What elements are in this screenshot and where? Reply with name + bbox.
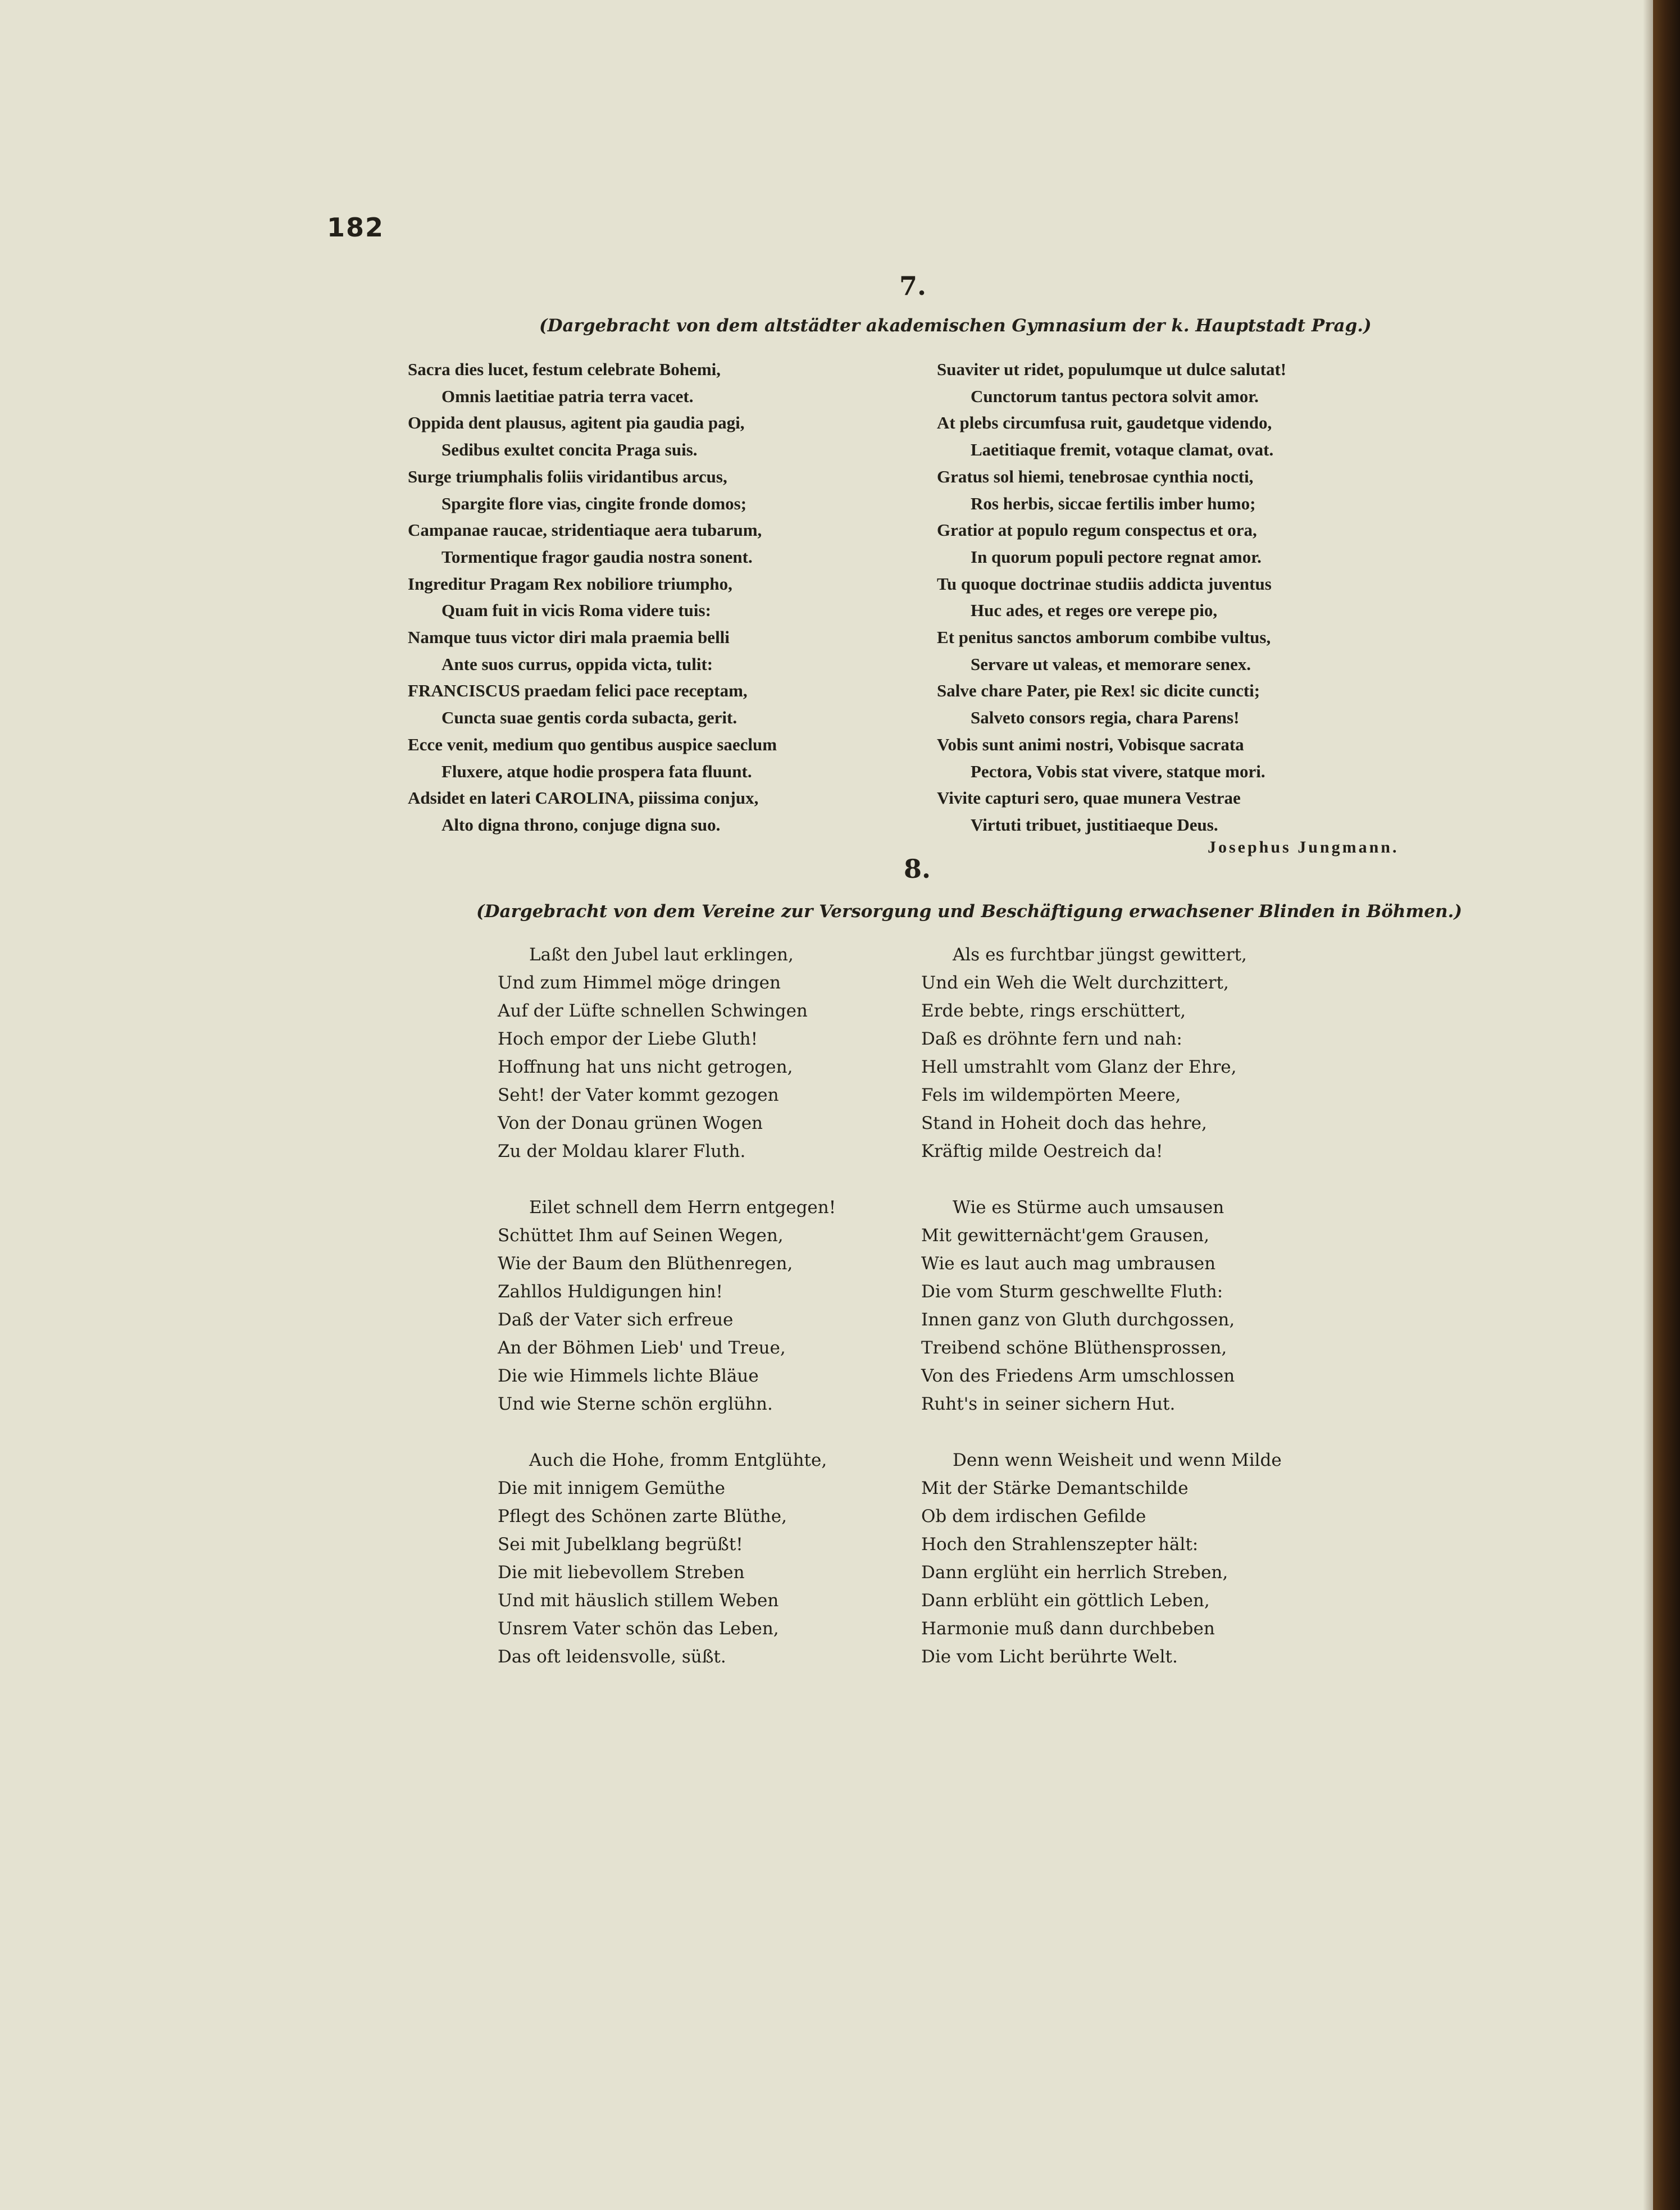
verse-line: Denn wenn Weisheit und wenn Milde xyxy=(953,1450,1282,1470)
verse-line: Harmonie muß dann durchbeben xyxy=(921,1619,1215,1639)
verse-line: Eilet schnell dem Herrn entgegen! xyxy=(529,1197,836,1218)
verse-line: Oppida dent plausus, agitent pia gaudia pagi, xyxy=(408,413,745,433)
verse-line: Gratior at populo regum conspectus et ora, xyxy=(937,520,1257,540)
verse-line: Und wie Sterne schön erglühn. xyxy=(498,1394,773,1414)
verse-line: Mit der Stärke Demantschilde xyxy=(921,1478,1189,1498)
verse-line: Unsrem Vater schön das Leben, xyxy=(498,1619,779,1639)
verse-line: Fluxere, atque hodie prospera fata fluunt. xyxy=(441,761,752,781)
verse-line: Quam fuit in vicis Roma videre tuis: xyxy=(441,600,711,621)
stanza xyxy=(921,1193,1282,1418)
verse-line: Cunctorum tantus pectora solvit amor. xyxy=(971,386,1259,406)
verse-line: Sacra dies lucet, festum celebrate Bohemi, xyxy=(408,359,721,379)
verse-line: Salve chare Pater, pie Rex! sic dicite cuncti; xyxy=(937,681,1260,701)
stanza xyxy=(921,1446,1282,1671)
verse-line: Kräftig milde Oestreich da! xyxy=(921,1141,1163,1161)
verse-line: Alto digna throno, conjuge digna suo. xyxy=(441,814,721,835)
verse-line: Pectora, Vobis stat vivere, statque mori. xyxy=(971,761,1265,781)
verse-line: Schüttet Ihm auf Seinen Wegen, xyxy=(498,1225,784,1246)
verse-line: Stand in Hoheit doch das hehre, xyxy=(921,1113,1207,1133)
verse-line: Ante suos currus, oppida victa, tulit: xyxy=(441,654,713,674)
verse-line: Und mit häuslich stillem Weben xyxy=(498,1591,779,1611)
verse-line: Surge triumphalis foliis viridantibus arcus, xyxy=(408,466,727,486)
verse-line: Ob dem irdischen Gefilde xyxy=(921,1506,1146,1527)
section-8-left-column xyxy=(498,941,836,1699)
verse-line: Ros herbis, siccae fertilis imber humo; xyxy=(971,493,1256,513)
verse-line: Adsidet en lateri CAROLINA, piissima conjux, xyxy=(408,788,759,808)
verse-line: Suaviter ut ridet, populumque ut dulce salutat! xyxy=(937,359,1287,379)
verse-line: Daß es dröhnte fern und nah: xyxy=(921,1029,1182,1049)
verse-line: Et penitus sanctos amborum combibe vultus, xyxy=(937,627,1271,648)
verse-line: Wie der Baum den Blüthenregen, xyxy=(498,1254,793,1274)
verse-line: Zahllos Huldigungen hin! xyxy=(498,1282,723,1302)
verse-line: Sedibus exultet concita Praga suis. xyxy=(441,440,698,460)
verse-line: Von der Donau grünen Wogen xyxy=(498,1113,763,1133)
section-7-subtitle: (Dargebracht von dem altstädter akademischen Gymnasium der k. Hauptstadt Prag.) xyxy=(539,316,1372,336)
section-8-subtitle: (Dargebracht von dem Vereine zur Versorgung und Beschäftigung erwachsener Blinden in Böhmen.) xyxy=(476,901,1462,922)
verse-line: Die mit innigem Gemüthe xyxy=(498,1478,726,1498)
verse-line: Von des Friedens Arm umschlossen xyxy=(921,1366,1235,1386)
verse-line: Vivite capturi sero, quae munera Vestrae xyxy=(937,788,1241,808)
verse-line: Spargite flore vias, cingite fronde domos; xyxy=(441,493,747,513)
verse-line: Fels im wildempörten Meere, xyxy=(921,1085,1181,1105)
stanza xyxy=(498,941,836,1165)
verse-line: Ruht's in seiner sichern Hut. xyxy=(921,1394,1176,1414)
verse-line: Sei mit Jubelklang begrüßt! xyxy=(498,1534,743,1555)
verse-line: Erde bebte, rings erschüttert, xyxy=(921,1001,1186,1021)
verse-line: Und zum Himmel möge dringen xyxy=(498,973,781,993)
section-7-number: 7. xyxy=(899,271,927,301)
verse-line: Daß der Vater sich erfreue xyxy=(498,1310,734,1330)
stanza xyxy=(498,1446,836,1671)
verse-line: Virtuti tribuet, justitiaeque Deus. xyxy=(971,814,1218,835)
verse-line: Als es furchtbar jüngst gewittert, xyxy=(953,945,1247,965)
verse-line: Wie es laut auch mag umbrausen xyxy=(921,1254,1216,1274)
verse-line: Auf der Lüfte schnellen Schwingen xyxy=(498,1001,808,1021)
stanza xyxy=(921,941,1282,1165)
verse-line: Seht! der Vater kommt gezogen xyxy=(498,1085,779,1105)
verse-line: Pflegt des Schönen zarte Blüthe, xyxy=(498,1506,787,1527)
verse-line: Salveto consors regia, chara Parens! xyxy=(971,708,1240,728)
verse-line: Auch die Hohe, fromm Entglühte, xyxy=(529,1450,827,1470)
section-7-left-column xyxy=(408,356,777,839)
verse-line: Laetitiaque fremit, votaque clamat, ovat. xyxy=(971,440,1274,460)
verse-line: Namque tuus victor diri mala praemia belli xyxy=(408,627,730,648)
verse-line: Dann erblüht ein göttlich Leben, xyxy=(921,1591,1210,1611)
verse-line: Hoch den Strahlenszepter hält: xyxy=(921,1534,1199,1555)
section-8-number: 8. xyxy=(903,854,931,884)
verse-line: An der Böhmen Lieb' und Treue, xyxy=(498,1338,786,1358)
verse-line: Und ein Weh die Welt durchzittert, xyxy=(921,973,1229,993)
verse-line: Tormentique fragor gaudia nostra sonent. xyxy=(441,546,753,567)
verse-line: Vobis sunt animi nostri, Vobisque sacrata xyxy=(937,734,1244,754)
verse-line: Laßt den Jubel laut erklingen, xyxy=(529,945,794,965)
verse-line: Omnis laetitiae patria terra vacet. xyxy=(441,386,694,406)
verse-line: Hoffnung hat uns nicht getrogen, xyxy=(498,1057,793,1077)
page-number: 182 xyxy=(327,212,385,243)
verse-line: Campanae raucae, stridentiaque aera tubarum, xyxy=(408,520,762,540)
page-gutter-shadow xyxy=(1643,0,1654,2210)
verse-line: Gratus sol hiemi, tenebrosae cynthia nocti, xyxy=(937,466,1254,486)
verse-line: Innen ganz von Gluth durchgossen, xyxy=(921,1310,1235,1330)
verse-line: Die mit liebevollem Streben xyxy=(498,1562,745,1583)
verse-line: Treibend schöne Blüthensprossen, xyxy=(921,1338,1227,1358)
verse-line: Die vom Licht berührte Welt. xyxy=(921,1647,1178,1667)
verse-line: Das oft leidensvolle, süßt. xyxy=(498,1647,726,1667)
verse-line: FRANCISCUS praedam felici pace receptam, xyxy=(408,681,748,701)
section-7-author: Josephus Jungmann. xyxy=(1208,838,1399,856)
verse-line: Hell umstrahlt vom Glanz der Ehre, xyxy=(921,1057,1237,1077)
verse-line: At plebs circumfusa ruit, gaudetque videndo, xyxy=(937,413,1272,433)
verse-line: Tu quoque doctrinae studiis addicta juventus xyxy=(937,573,1272,594)
verse-line: Ecce venit, medium quo gentibus auspice saeclum xyxy=(408,734,777,754)
book-spine xyxy=(1653,0,1680,2210)
verse-line: Servare ut valeas, et memorare senex. xyxy=(971,654,1251,674)
verse-line: Dann erglüht ein herrlich Streben, xyxy=(921,1562,1228,1583)
verse-line: Ingreditur Pragam Rex nobiliore triumpho, xyxy=(408,573,732,594)
section-7-right-column xyxy=(937,356,1286,839)
verse-line: Cuncta suae gentis corda subacta, gerit. xyxy=(441,708,737,728)
verse-line: Huc ades, et reges ore vereре pio, xyxy=(971,600,1218,621)
verse-line: Zu der Moldau klarer Fluth. xyxy=(498,1141,746,1161)
verse-line: Mit gewitternächt'gem Grausen, xyxy=(921,1225,1209,1246)
verse-line: Wie es Stürme auch umsausen xyxy=(953,1197,1224,1218)
verse-line: Hoch empor der Liebe Gluth! xyxy=(498,1029,758,1049)
verse-line: Die vom Sturm geschwellte Fluth: xyxy=(921,1282,1223,1302)
verse-line: Die wie Himmels lichte Bläue xyxy=(498,1366,759,1386)
section-8-right-column xyxy=(921,941,1282,1699)
stanza xyxy=(498,1193,836,1418)
verse-line: In quorum populi pectore regnat amor. xyxy=(971,546,1262,567)
